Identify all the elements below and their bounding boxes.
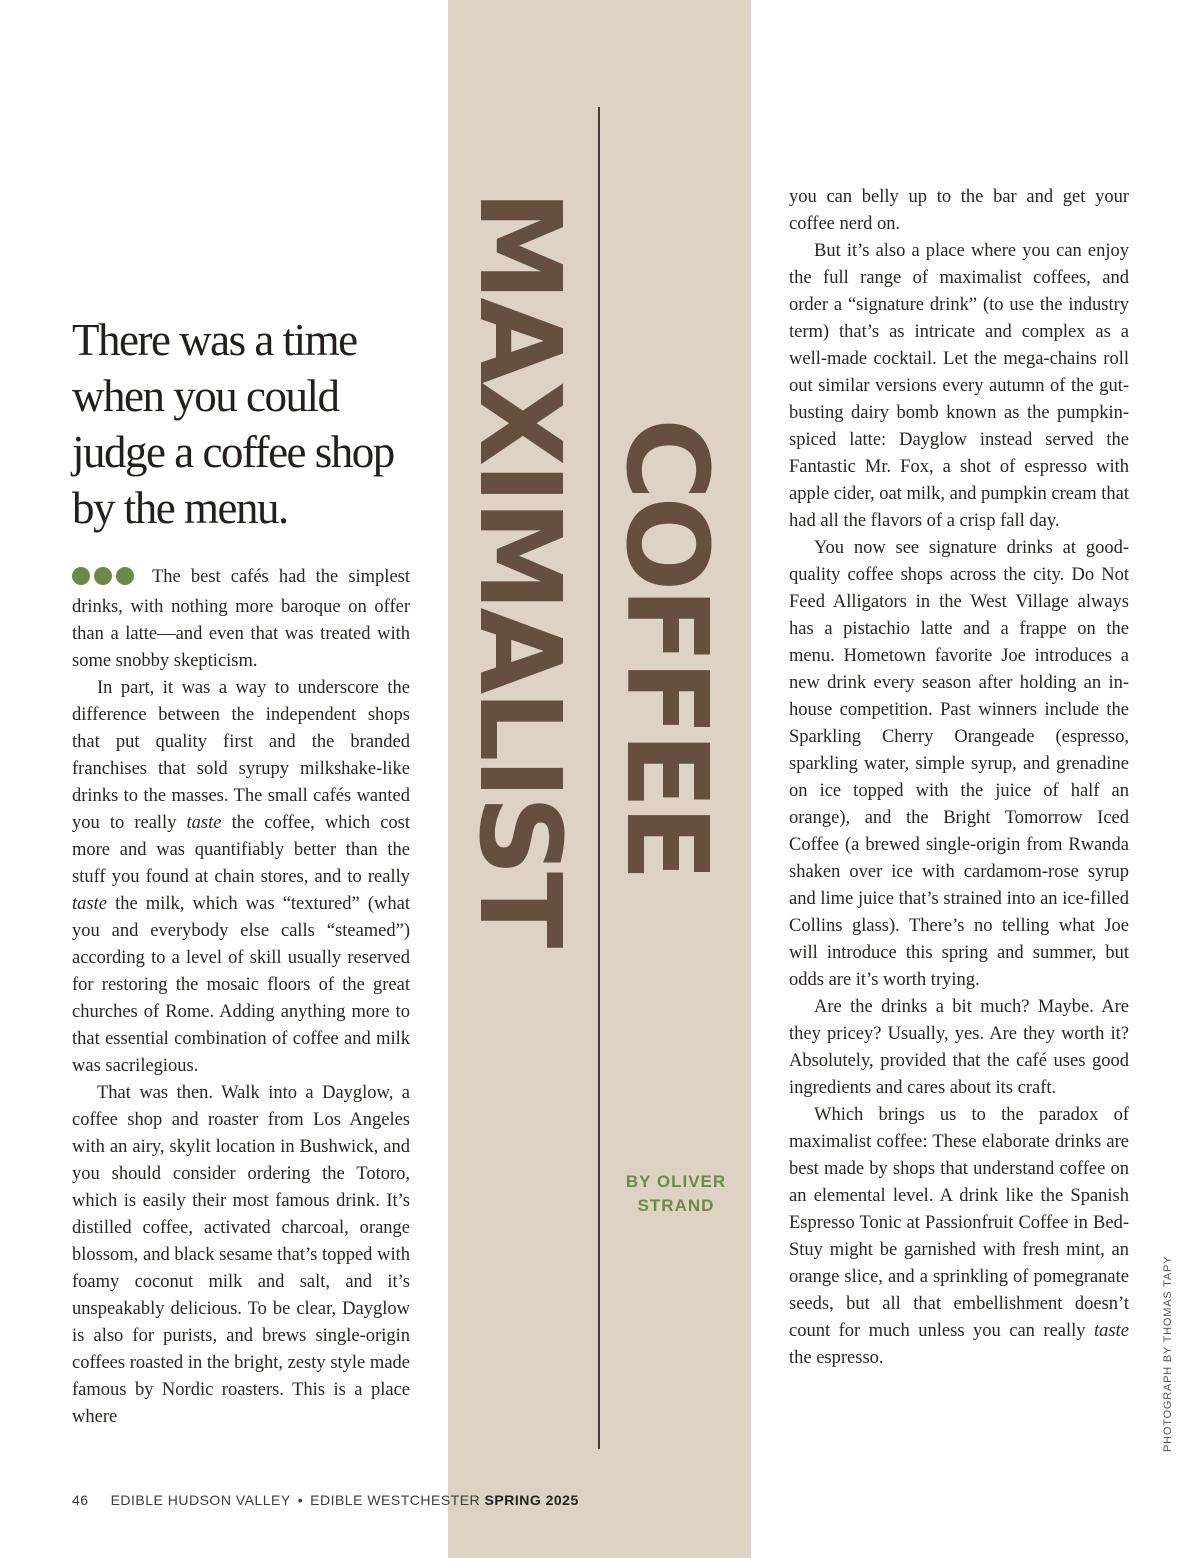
text-run: the espresso. — [789, 1348, 884, 1368]
bullet-dots-icon — [72, 567, 138, 594]
issue-season: SPRING 2025 — [484, 1492, 579, 1508]
paragraph: Are the drinks a bit much? Maybe. Are they pricey? Usually, yes. Are they worth it? Absolutely, provided that the café uses good ingredients and cares about its craft. — [789, 997, 1129, 1098]
text-run: the coffee, which cost more and was quantifiably better than the stuff you found at chain stores, and to really — [72, 813, 410, 887]
right-column — [789, 184, 1129, 1372]
paragraph — [72, 675, 410, 1080]
text-run: the milk, which was “textured” (what you and everybody else calls “steamed”) according to a level of skill usually reserved for restoring the mosaic floors of the great churches of Rome. Adding anything more to that essential combination of coffee and milk was sacrilegious. — [72, 894, 410, 1076]
page-number: 46 — [72, 1492, 89, 1508]
publication-name: EDIBLE HUDSON VALLEY — [110, 1492, 291, 1508]
headline: There was a time when you could judge a coffee shop by the menu. — [72, 315, 394, 533]
footer-separator: • — [297, 1492, 304, 1508]
text-run: In part, it was a way to underscore the difference between the independent shops that put quality first and the branded franchises that sold syrupy milkshake-like drinks to the masses. The small cafés wanted you to really — [72, 678, 410, 833]
byline — [600, 1170, 752, 1218]
paragraph: You now see signature drinks at good-quality coffee shops across the city. Do Not Feed Alligators in the West Village always has a pistachio latte and a frappe on the menu. Hometown favorite Joe introduces a new drink every season after holding an in-house competition. Past winners include the Sparkling Cherry Orangeade (espresso, sparkling water, simple syrup, and grenadine on ice topped with the juice of half an orange), and the Bright Tomorrow Iced Coffee (a brewed single-origin from Rwanda shaken over ice with cardamom-rose syrup and lime juice that’s strained into an ice-filled Collins glass). There’s no telling what Joe will introduce this spring and summer, but odds are it’s worth trying. — [789, 538, 1129, 990]
paragraph: That was then. Walk into a Dayglow, a coffee shop and roaster from Los Angeles with an airy, skylit location in Bushwick, and you should consider ordering the Totoro, which is easily their most famous drink. It’s distilled coffee, activated charcoal, orange blossom, and black sesame that’s topped with foamy coconut milk and salt, and it’s unspeakably delicious. To be clear, Dayglow is also for purists, and brews single-origin coffees roasted in the bright, zesty style made famous by Nordic roasters. This is a place where — [72, 1083, 410, 1427]
publication-name: EDIBLE WESTCHESTER — [310, 1492, 481, 1508]
paragraph — [789, 1102, 1129, 1372]
page-footer — [72, 1492, 579, 1508]
italic-text: taste — [186, 813, 222, 833]
photo-credit: PHOTOGRAPH BY THOMAS TAPY — [1162, 1255, 1174, 1452]
byline-line-1: BY OLIVER — [625, 1172, 727, 1191]
paragraph: you can belly up to the bar and get your coffee nerd on. — [789, 187, 1129, 234]
title-coffee: COFFEE — [601, 418, 731, 878]
title-maximalist: MAXIMALIST — [454, 190, 584, 945]
italic-text: taste — [72, 894, 107, 914]
paragraph: But it’s also a place where you can enjoy the full range of maximalist coffees, and order a “signature drink” (to use the industry term) that’s as intricate and complex as a well-made cocktail. Let the mega-chains roll out similar versions every autumn of the gut-busting dairy bomb known as the pumpkin-spiced latte: Dayglow instead served the Fantastic Mr. Fox, a shot of espresso with apple cider, oat milk, and pumpkin cream that had all the flavors of a crisp fall day. — [789, 241, 1129, 531]
byline-line-2: STRAND — [637, 1196, 715, 1215]
italic-text: taste — [1094, 1321, 1129, 1341]
vertical-rule — [598, 107, 600, 1449]
paragraph-text: The best cafés had the simplest drinks, with nothing more baroque on offer than a latte—and even that was treated with some snobby skepticism. — [72, 567, 410, 671]
paragraph — [72, 564, 410, 675]
text-run: Which brings us to the paradox of maximalist coffee: These elaborate drinks are best made by shops that understand coffee on an elemental level. A drink like the Spanish Espresso Tonic at Passionfruit Coffee in Bed-Stuy might be garnished with fresh mint, an orange slice, and a sprinkling of pomegranate seeds, but all that embellishment doesn’t count for much unless you can really — [789, 1105, 1129, 1341]
left-column — [72, 564, 410, 1431]
